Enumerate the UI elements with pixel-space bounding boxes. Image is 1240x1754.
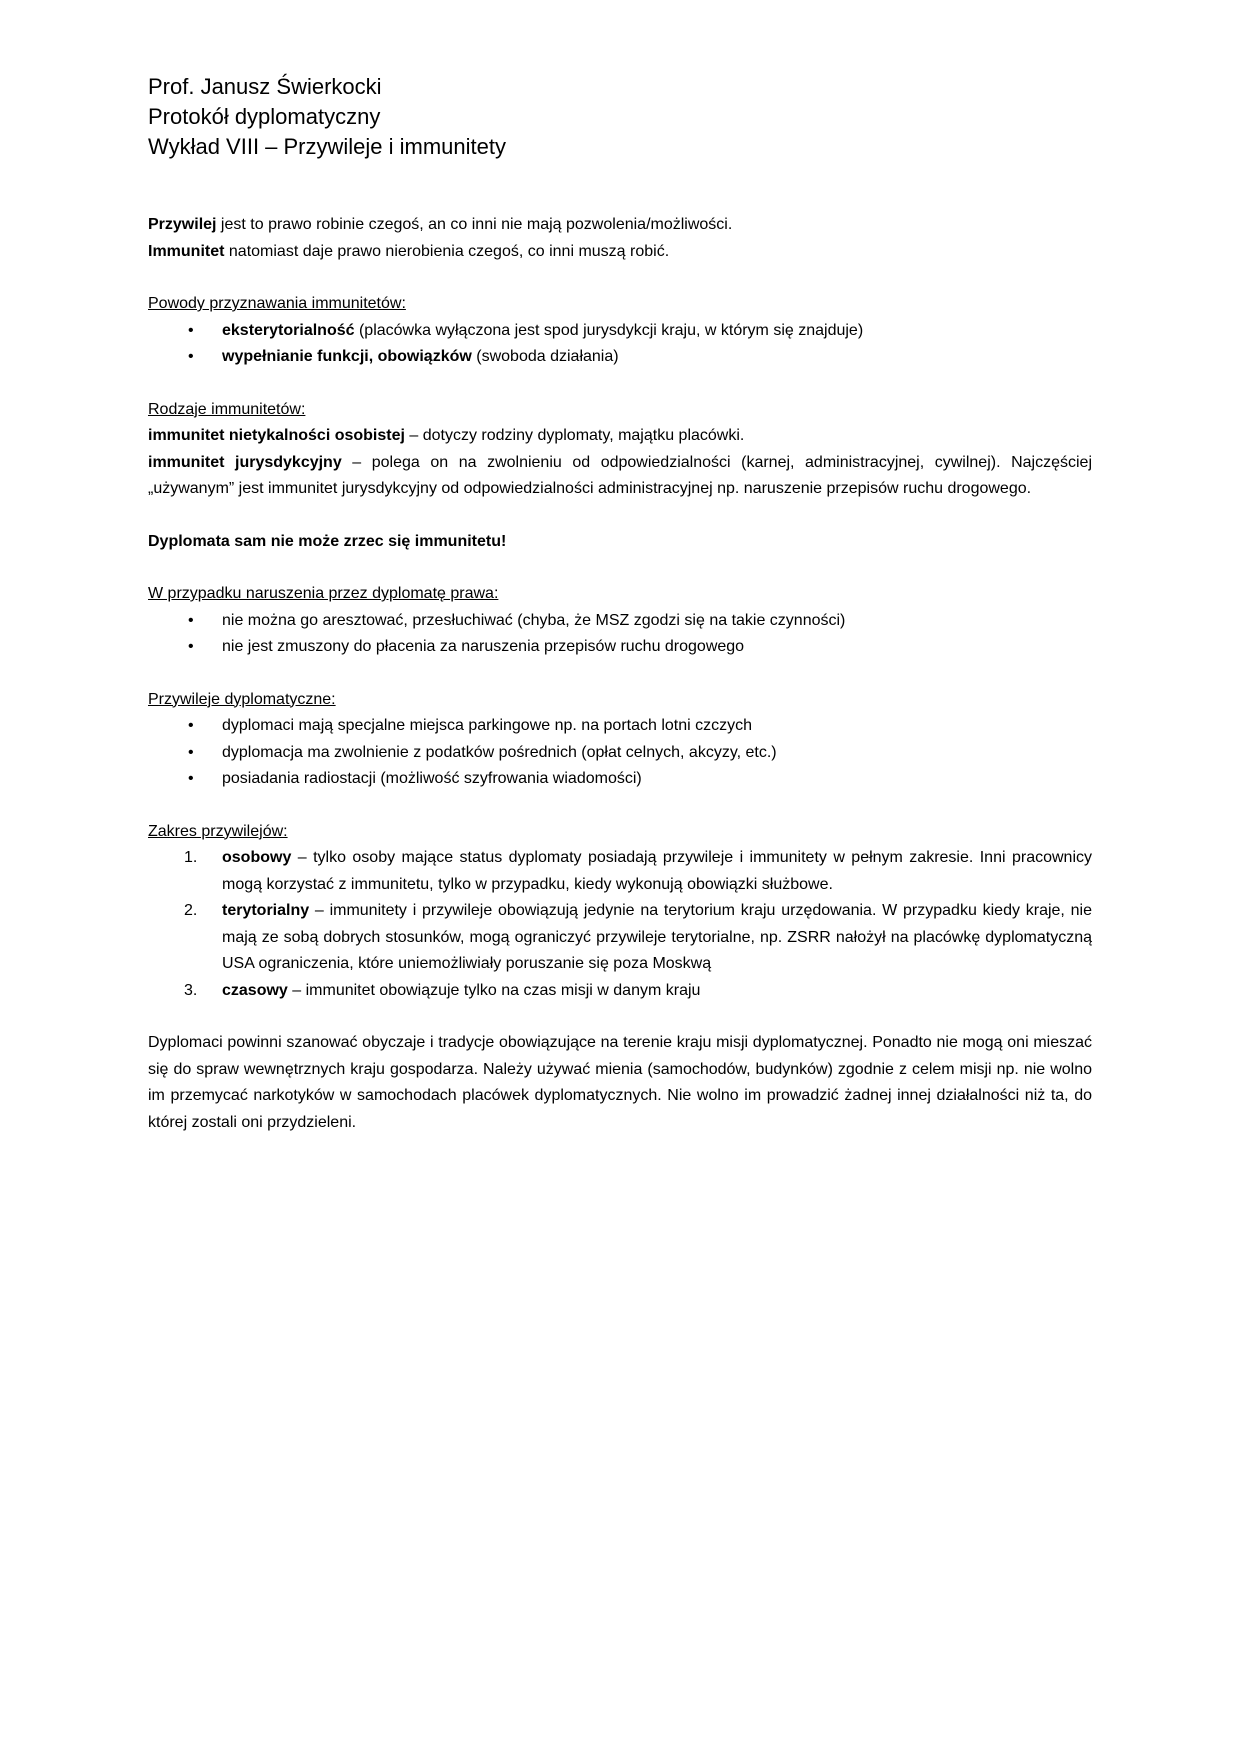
document-page (148, 72, 1092, 1136)
list-item-bold: osobowy (222, 849, 292, 866)
list-number: 3. (184, 981, 198, 999)
bullet-icon: • (188, 638, 194, 655)
waiver-notice-text: Dyplomata sam nie może zrzec się immunitetu! (148, 532, 507, 550)
author-name: Prof. Janusz Świerkocki (148, 74, 382, 99)
personal-immunity-paragraph (148, 423, 1092, 450)
closing-paragraph: Dyplomaci powinni szanować obyczaje i tradycje obowiązujące na terenie kraju misji dyplomatycznej. Ponadto nie mogą oni mieszać się do spraw wewnętrznych kraju gospodarza. Należy używać mienia (samochodów, budynków) zgodnie z celem misji np. nie wolno im przemycać narkotyków w samochodach placówek dyplomatycznych. Nie wolno im prowadzić żadnej innej działalności niż ta, do której zostali oni przydzieleni. (148, 1034, 1092, 1131)
list-item-text: dyplomacja ma zwolnienie z podatków pośrednich (opłat celnych, akcyzy, etc.) (222, 743, 777, 761)
list-item (148, 713, 1092, 740)
list-item-bold: wypełnianie funkcji, obowiązków (222, 348, 472, 365)
scope-heading: Zakres przywilejów: (148, 822, 288, 840)
bullet-icon: • (188, 717, 194, 734)
lecture-title: Wykład VIII – Przywileje i immunitety (148, 134, 507, 159)
bullet-icon: • (188, 321, 194, 339)
list-item (148, 978, 1092, 1005)
list-item-text: (swoboda działania) (471, 348, 619, 365)
bullet-icon: • (188, 348, 194, 365)
waiver-notice (148, 529, 1092, 556)
privileges-heading: Przywileje dyplomatyczne: (148, 690, 336, 708)
reasons-heading: Powody przyznawania immunitetów: (148, 295, 406, 312)
bullet-icon: • (188, 743, 194, 761)
list-item-text: – immunitet obowiązuje tylko na czas misji w danym kraju (287, 981, 701, 999)
bullet-icon: • (188, 611, 194, 629)
list-item-bold: terytorialny (222, 902, 310, 919)
bullet-icon: • (188, 770, 194, 787)
reasons-list (148, 318, 1092, 371)
list-item-text: – tylko osoby mające status dyplomaty posiadają przywileje i immunitety w pełnym zakresie. Inni pracownicy mogą korzystać z immunitetu, tylko w przypadku, kiedy wykonują obowiązki służbowe. (222, 849, 1092, 893)
jurisdictional-immunity-text: – polega on na zwolnieniu od odpowiedzialności (karnej, administracyjnej, cywilnej). Najczęściej „używanym” jest immunitet jurysdykcyjny od odpowiedzialności administracyjnej np. naruszenie przepisów ruchu drogowego. (148, 453, 1092, 497)
list-number: 2. (184, 902, 198, 919)
privilege-term: Przywilej (148, 216, 217, 233)
privileges-list (148, 713, 1092, 793)
list-item (148, 766, 1092, 793)
list-item (148, 608, 1092, 635)
privilege-definition (148, 212, 1092, 239)
privilege-definition-text: jest to prawo robinie czegoś, an co inni nie mają pozwolenia/możliwości. (216, 216, 733, 233)
immunity-definition-text: natomiast daje prawo nierobienia czegoś, co inni muszą robić. (224, 242, 670, 260)
list-item (148, 634, 1092, 661)
jurisdictional-immunity-paragraph (148, 450, 1092, 503)
list-item-bold: czasowy (222, 981, 288, 999)
list-item-text: – immunitety i przywileje obowiązują jedynie na terytorium kraju urzędowania. W przypadku kiedy kraje, nie mają ze sobą dobrych stosunków, mogą ograniczyć przywileje terytorialne, np. ZSRR nałożył na placówkę dyplomatyczną USA ograniczenia, które uniemożliwiały poruszanie się poza Moskwą (222, 902, 1092, 972)
personal-immunity-text: – dotyczy rodziny dyplomaty, majątku placówki. (404, 427, 745, 444)
list-item (148, 740, 1092, 767)
immunity-term: Immunitet (148, 242, 225, 260)
list-item (148, 898, 1092, 978)
list-item (148, 318, 1092, 345)
violation-heading: W przypadku naruszenia przez dyplomatę prawa: (148, 585, 499, 602)
list-number: 1. (184, 849, 198, 866)
list-item-text: nie jest zmuszony do płacenia za naruszenia przepisów ruchu drogowego (222, 638, 745, 655)
list-item-text: (placówka wyłączona jest spod jurysdykcji kraju, w którym się znajduje) (354, 321, 864, 339)
personal-immunity-term: immunitet nietykalności osobistej (148, 427, 405, 444)
list-item-text: dyplomaci mają specjalne miejsca parkingowe np. na portach lotni czczych (222, 717, 753, 734)
scope-list (148, 845, 1092, 1004)
list-item-bold: eksterytorialność (222, 321, 355, 339)
jurisdictional-immunity-term: immunitet jurysdykcyjny (148, 453, 342, 471)
list-item-text: nie można go aresztować, przesłuchiwać (chyba, że MSZ zgodzi się na takie czynności) (222, 611, 846, 629)
document-header (148, 72, 1092, 162)
list-item-text: posiadania radiostacji (możliwość szyfrowania wiadomości) (222, 770, 642, 787)
list-item (148, 344, 1092, 371)
immunity-definition (148, 239, 1092, 266)
course-title: Protokół dyplomatyczny (148, 104, 381, 129)
list-item (148, 845, 1092, 898)
violation-list (148, 608, 1092, 661)
types-heading: Rodzaje immunitetów: (148, 400, 306, 418)
